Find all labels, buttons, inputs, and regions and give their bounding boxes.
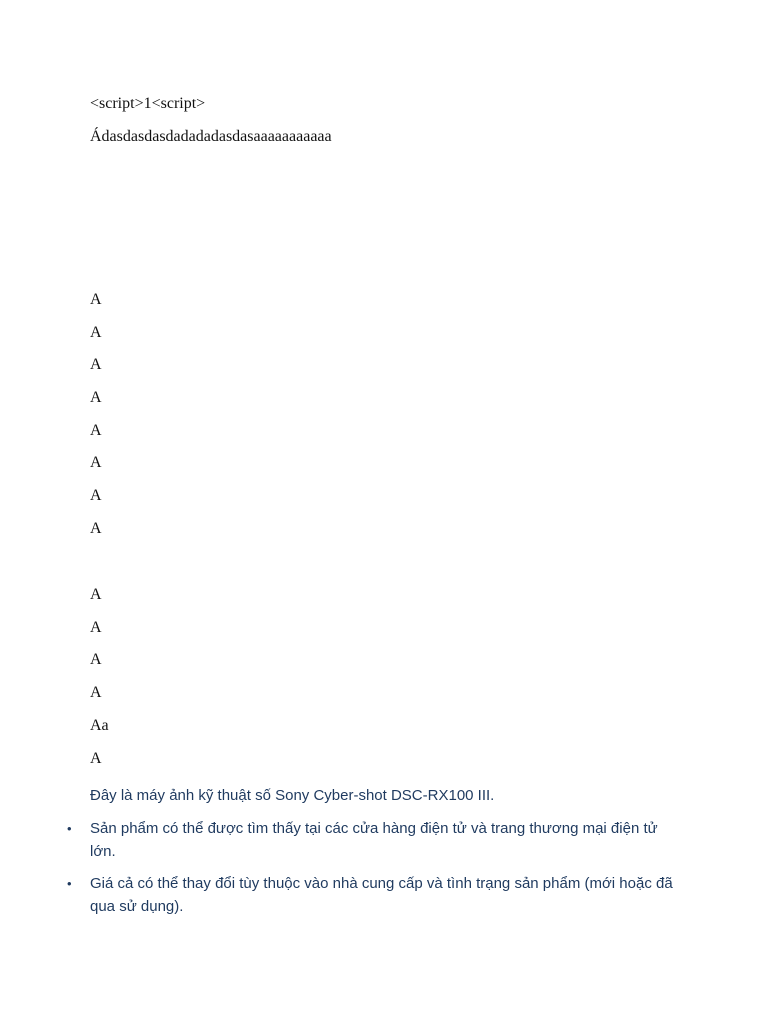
letter-line: A (90, 291, 102, 308)
letter-line: A (90, 619, 102, 636)
letter-line: A (90, 684, 102, 701)
letter-line: A (90, 389, 102, 406)
bullet-list (67, 817, 686, 927)
letter-line: A (90, 454, 102, 471)
long-text-line: Ádasdasdasdadadadasdasaaaaaaaaaaa (90, 128, 332, 145)
list-item (67, 817, 686, 863)
letter-line: A (90, 750, 102, 767)
letter-line: Aa (90, 717, 109, 734)
letter-line: A (90, 487, 102, 504)
letter-line: A (90, 586, 102, 603)
letter-line: A (90, 356, 102, 373)
intro-paragraph: Đây là máy ảnh kỹ thuật số Sony Cyber-shot DSC-RX100 III. (90, 787, 495, 804)
list-item-text: Giá cả có thể thay đổi tùy thuộc vào nhà cung cấp và tình trạng sản phẩm (mới hoặc đã qua sử dụng). (90, 875, 673, 915)
letter-line: A (90, 324, 102, 341)
letter-line: A (90, 422, 102, 439)
list-item (67, 872, 686, 918)
script-text-line: <script>1<script> (90, 95, 206, 112)
letter-line: A (90, 520, 102, 537)
list-item-text: Sản phẩm có thể được tìm thấy tại các cửa hàng điện tử và trang thương mại điện tử lớn. (90, 820, 658, 860)
bullet-icon: • (67, 876, 72, 891)
bullet-icon: • (67, 821, 72, 836)
letter-line: A (90, 651, 102, 668)
